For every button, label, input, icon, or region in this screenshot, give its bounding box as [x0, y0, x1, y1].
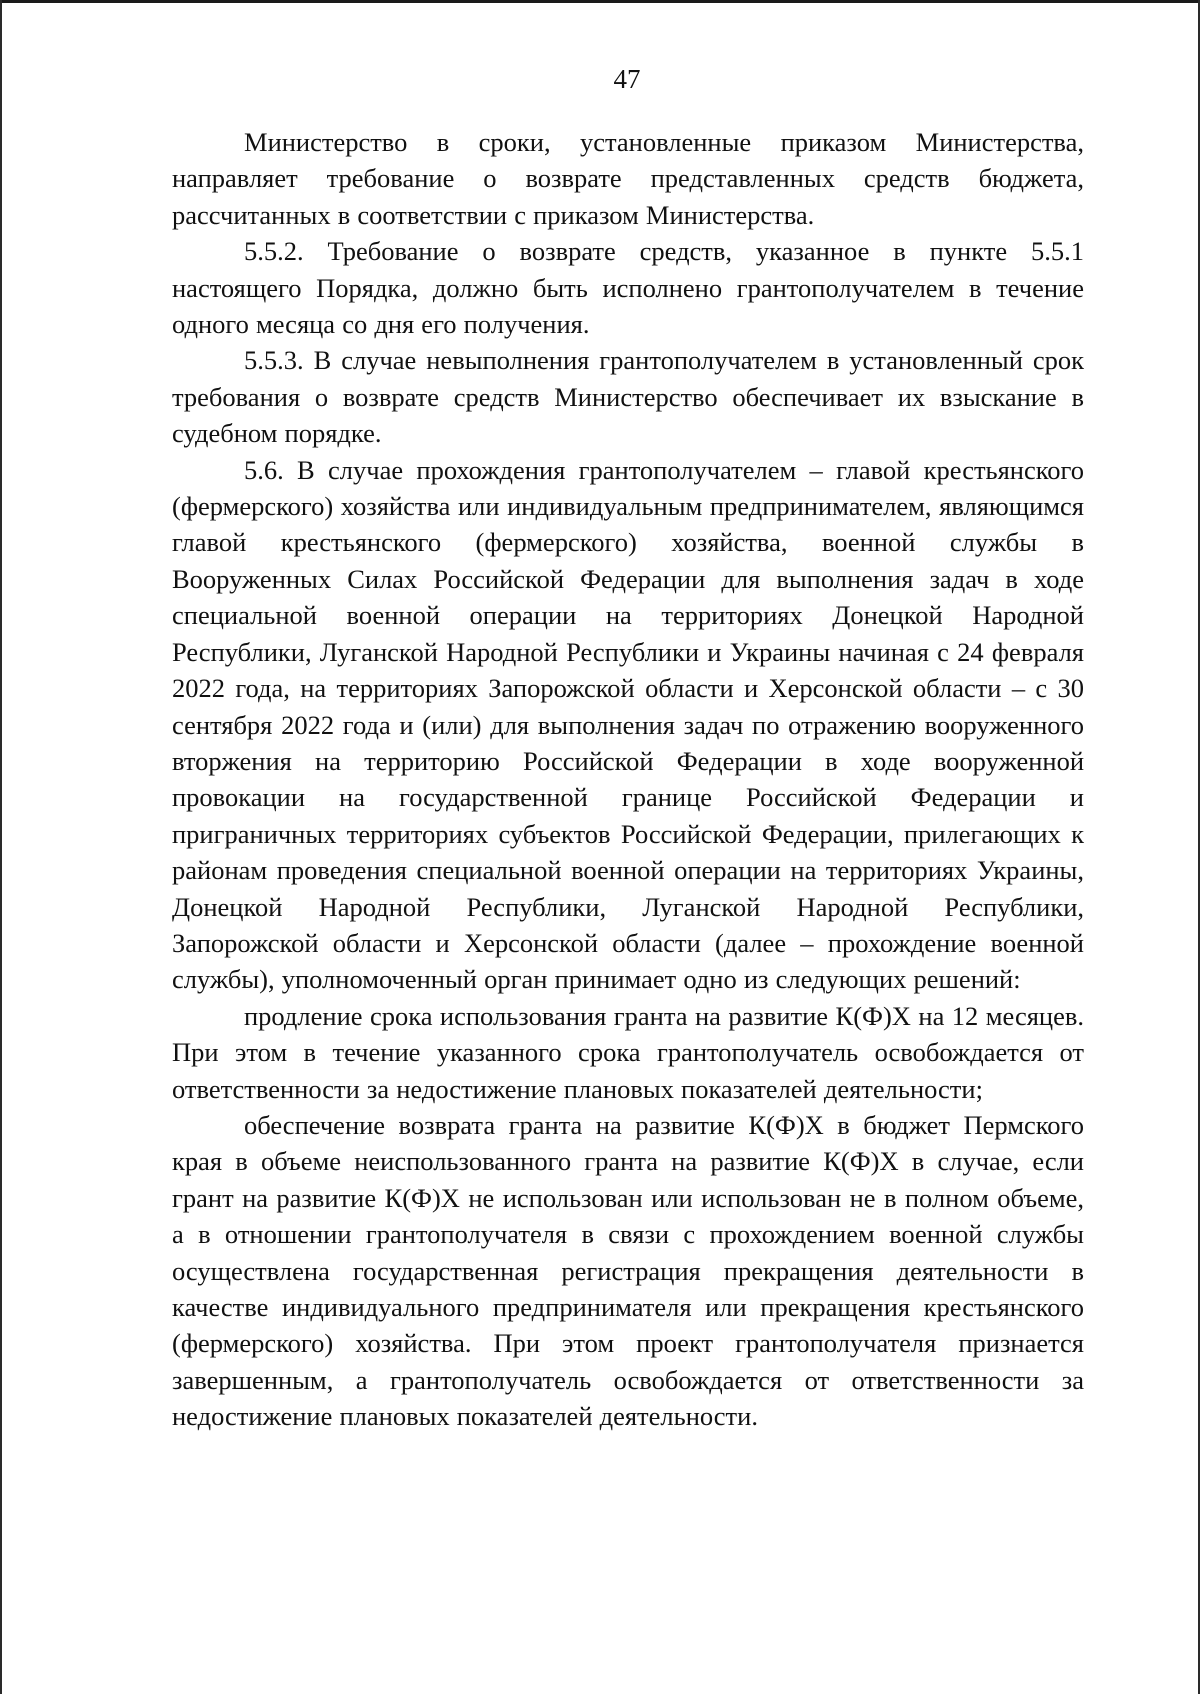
page-number: 47 — [613, 64, 641, 94]
scan-edge-left — [0, 0, 2, 1694]
scan-edge-top — [0, 0, 1200, 3]
paragraph: 5.5.3. В случае невыполнения грантополучателем в установленный срок требования о возврате средств Министерство обеспечивает их взыскание в судебном порядке. — [172, 345, 1084, 449]
paragraph: 5.5.2. Требование о возврате средств, указанное в пункте 5.5.1 настоящего Порядка, должно быть исполнено грантополучателем в течение одного месяца со дня его получения. — [172, 236, 1084, 340]
paragraph: продление срока использования гранта на развитие К(Ф)Х на 12 месяцев. При этом в течение указанного срока грантополучатель освобождается от ответственности за недостижение плановых показателей деятельности; — [172, 1000, 1084, 1104]
paragraph: обеспечение возврата гранта на развитие К(Ф)Х в бюджет Пермского края в объеме неиспользованного гранта на развитие К(Ф)Х в случае, если грант на развитие К(Ф)Х не использован или использован не в полном объеме, а в отношении грантополучателя в связи с прохождением военной службы осуществлена государственная регистрация прекращения деятельности в качестве индивидуального предпринимателя или прекращения крестьянского (фермерского) хозяйства. При этом проект грантополучателя признается завершенным, а грантополучатель освобождается от ответственности за недостижение плановых показателей деятельности. — [172, 1109, 1084, 1432]
paragraph: 5.6. В случае прохождения грантополучателем – главой крестьянского (фермерского) хозяйства или индивидуальным предпринимателем, являющимся главой крестьянского (фермерского) хозяйства, военной службы в Вооруженных Силах Российской Федерации для выполнения задач в ходе специальной военной операции на территориях Донецкой Народной Республики, Луганской Народной Республики и Украины начиная с 24 февраля 2022 года, на территориях Запорожской области и Херсонской области – с 30 сентября 2022 года и (или) для выполнения задач по отражению вооруженного вторжения на территорию Российской Федерации в ходе вооруженной провокации на государственной границе Российской Федерации и приграничных территориях субъектов Российской Федерации, прилегающих к районам проведения специальной военной операции на территориях Украины, Донецкой Народной Республики, Луганской Народной Республики, Запорожской области и Херсонской области (далее – прохождение военной службы), уполномоченный орган принимает одно из следующих решений: — [172, 454, 1084, 995]
document-body — [172, 124, 1084, 1435]
paragraph: Министерство в сроки, установленные приказом Министерства, направляет требование о возврате представленных средств бюджета, рассчитанных в соответствии с приказом Министерства. — [172, 127, 1084, 230]
